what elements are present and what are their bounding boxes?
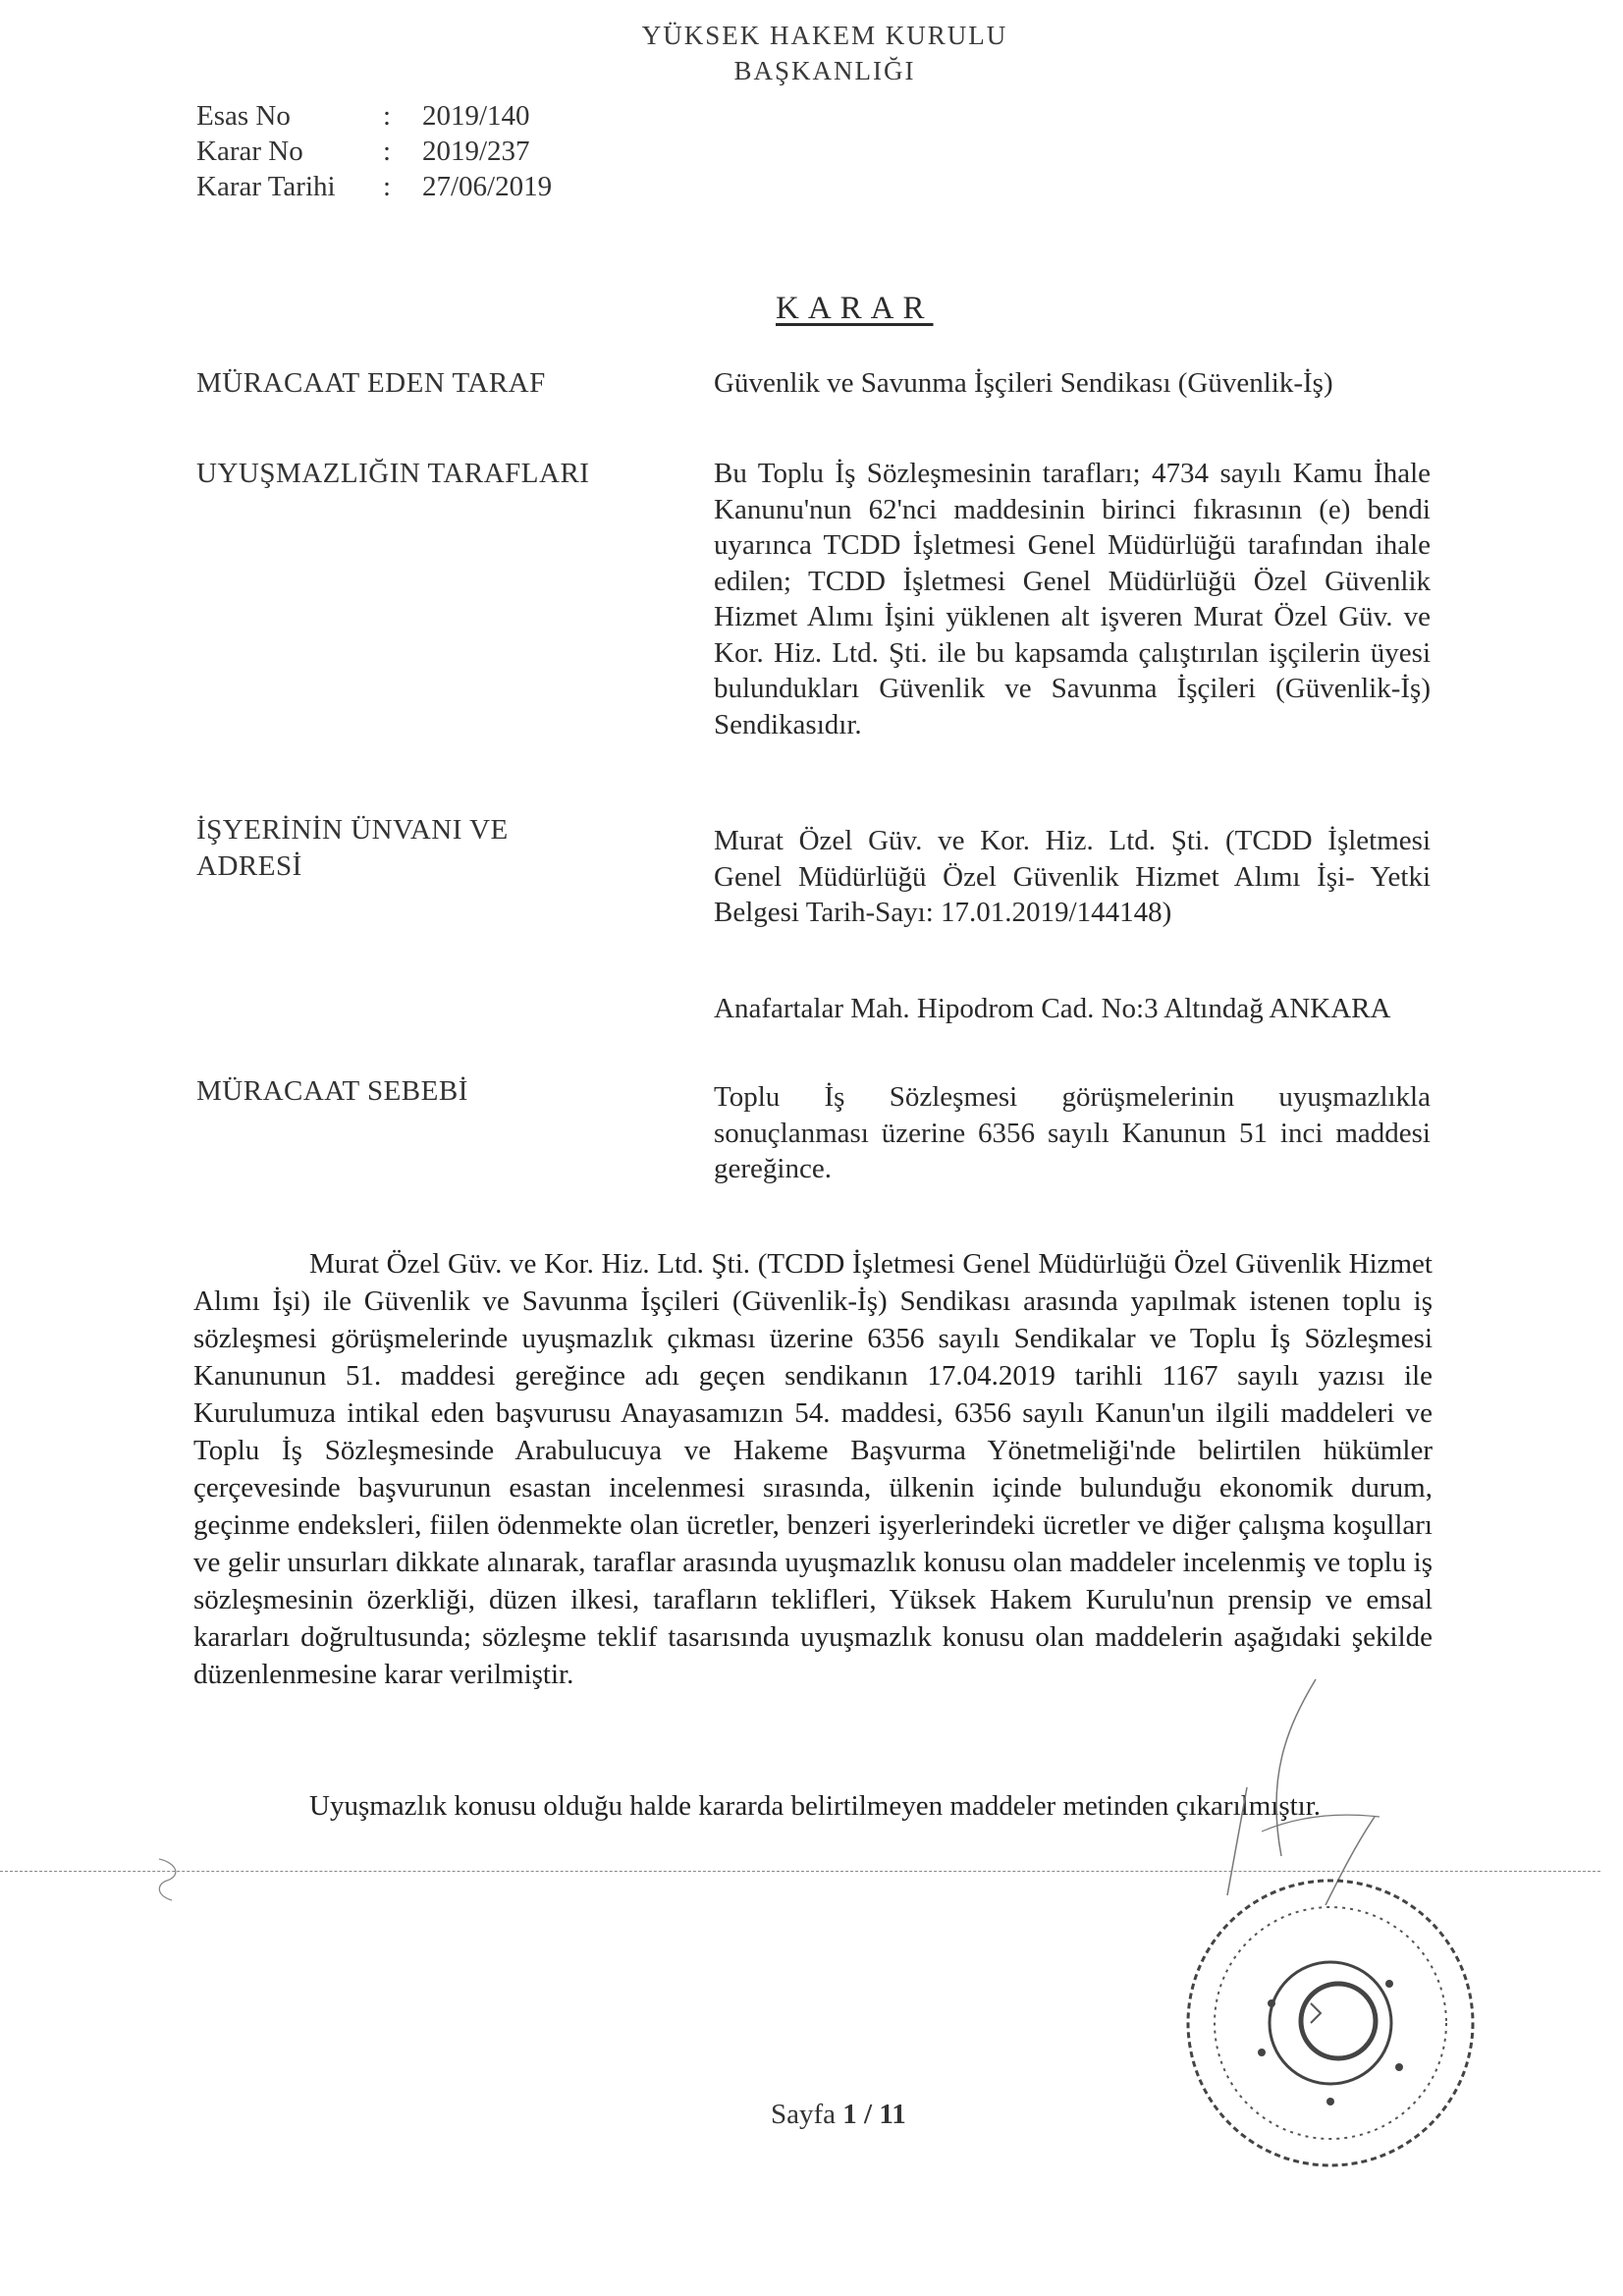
institution-name: YÜKSEK HAKEM KURULU — [641, 21, 1008, 50]
meta-value: 2019/140 — [422, 100, 530, 132]
institution-header — [609, 18, 1041, 88]
page-number — [771, 2099, 906, 2131]
label-line: ADRESİ — [196, 850, 302, 882]
meta-row-karar-no — [196, 134, 552, 169]
label-line: İŞYERİNİN ÜNVANI VE — [196, 814, 509, 846]
meta-value: 27/06/2019 — [422, 171, 553, 202]
meta-colon: : — [383, 136, 392, 167]
page-count: 1 / 11 — [842, 2099, 906, 2130]
label-uyusmazligin-taraflari: UYUŞMAZLIĞIN TARAFLARI — [196, 458, 590, 489]
label-muracaat-sebebi: MÜRACAAT SEBEBİ — [196, 1075, 468, 1107]
meta-label: Karar No — [196, 136, 303, 167]
value-isyerinin-adresi: Anafartalar Mah. Hipodrom Cad. No:3 Altındağ ANKARA — [714, 993, 1391, 1024]
meta-colon: : — [383, 171, 392, 202]
label-isyerinin-unvani — [196, 812, 509, 885]
decision-paragraph: Murat Özel Güv. ve Kor. Hiz. Ltd. Şti. (TCDD İşletmesi Genel Müdürlüğü Özel Güvenlik Hizmet Alımı İşi) ile Güvenlik ve Savunma İşçileri (Güvenlik-İş) Sendikası arasında yapılmak istenen toplu iş sözleşmesi görüşmelerinde uyuşmazlık çıkması üzerine 6356 sayılı Sendikalar ve Toplu İş Sözleşmesi Kanununun 51. maddesi gereğince adı geçen sendikanın 17.04.2019 tarihli 1167 sayılı yazısı ile Kurulumuza intikal eden başvurusu Anayasamızın 54. maddesi, 6356 sayılı Kanun'un ilgili maddeleri ve Toplu İş Sözleşmesinde Arabulucuya ve Hakeme Başvurma Yönetmeliği'nde belirtilen hükümler çerçevesinde başvurunun esastan incelenmesi sırasında, ülkenin içinde bulunduğu ekonomik durum, geçinme endeksleri, fiilen ödenmekte olan ücretler, benzeri işyerlerindeki ücretler ve diğer çalışma koşulları ve gelir unsurları dikkate alınarak, taraflar arasında uyuşmazlık konusu olan maddeler incelenmiş ve toplu iş sözleşmesinin özerkliği, düzen ilkesi, tarafların teklifleri, Yüksek Hakem Kurulu'nun prensip ve emsal kararları doğrultusunda; sözleşme teklif tasarısında uyuşmazlık konusu olan maddelerin aşağıdaki şekilde düzenlenmesine karar verilmiştir. — [193, 1248, 1433, 1690]
decision-closing-paragraph: Uyuşmazlık konusu olduğu halde kararda belirtilmeyen maddeler metinden çıkarılmıştır. — [309, 1790, 1322, 1822]
meta-colon: : — [383, 100, 392, 132]
value-isyerinin-unvani: Murat Özel Güv. ve Kor. Hiz. Ltd. Şti. (TCDD İşletmesi Genel Müdürlüğü Özel Güvenlik Hizmet Alımı İşi- Yetki Belgesi Tarih-Sayı: 17.01.2019/144148) — [714, 825, 1431, 928]
meta-label: Esas No — [196, 100, 291, 132]
value-muracaat-eden-taraf: Güvenlik ve Savunma İşçileri Sendikası (Güvenlik-İş) — [714, 367, 1333, 399]
value-muracaat-sebebi: Toplu İş Sözleşmesi görüşmelerinin uyuşmazlıkla sonuçlanması üzerine 6356 sayılı Kanunun 51 inci maddesi gereğince. — [714, 1081, 1431, 1184]
page-margin-mark — [147, 1851, 196, 1905]
meta-row-karar-tarihi — [196, 169, 552, 204]
label-muracaat-eden-taraf: MÜRACAAT EDEN TARAF — [196, 367, 546, 399]
case-meta — [196, 98, 552, 204]
meta-row-esas-no — [196, 98, 552, 134]
meta-label: Karar Tarihi — [196, 171, 336, 202]
meta-value: 2019/237 — [422, 136, 530, 167]
document-title: KARAR — [776, 291, 934, 326]
value-uyusmazligin-taraflari: Bu Toplu İş Sözleşmesinin tarafları; 4734 sayılı Kamu İhale Kanunu'nun 62'nci maddesinin birinci fıkrasının (e) bendi uyarınca TCDD İşletmesi Genel Müdürlüğü tarafından ihale edilen; TCDD İşletmesi Genel Müdürlüğü Özel Güvenlik Hizmet Alımı İşini yüklenen alt işveren Murat Özel Güv. ve Kor. Hiz. Ltd. Şti. ile bu kapsamda çalıştırılan işçilerin üyesi bulundukları Güvenlik ve Savunma İşçileri (Güvenlik-İş) Sendikasıdır. — [714, 458, 1431, 740]
institution-office: BAŞKANLIĞI — [733, 56, 916, 85]
official-seal-stamp — [1163, 1856, 1497, 2180]
page-prefix: Sayfa — [771, 2099, 837, 2130]
